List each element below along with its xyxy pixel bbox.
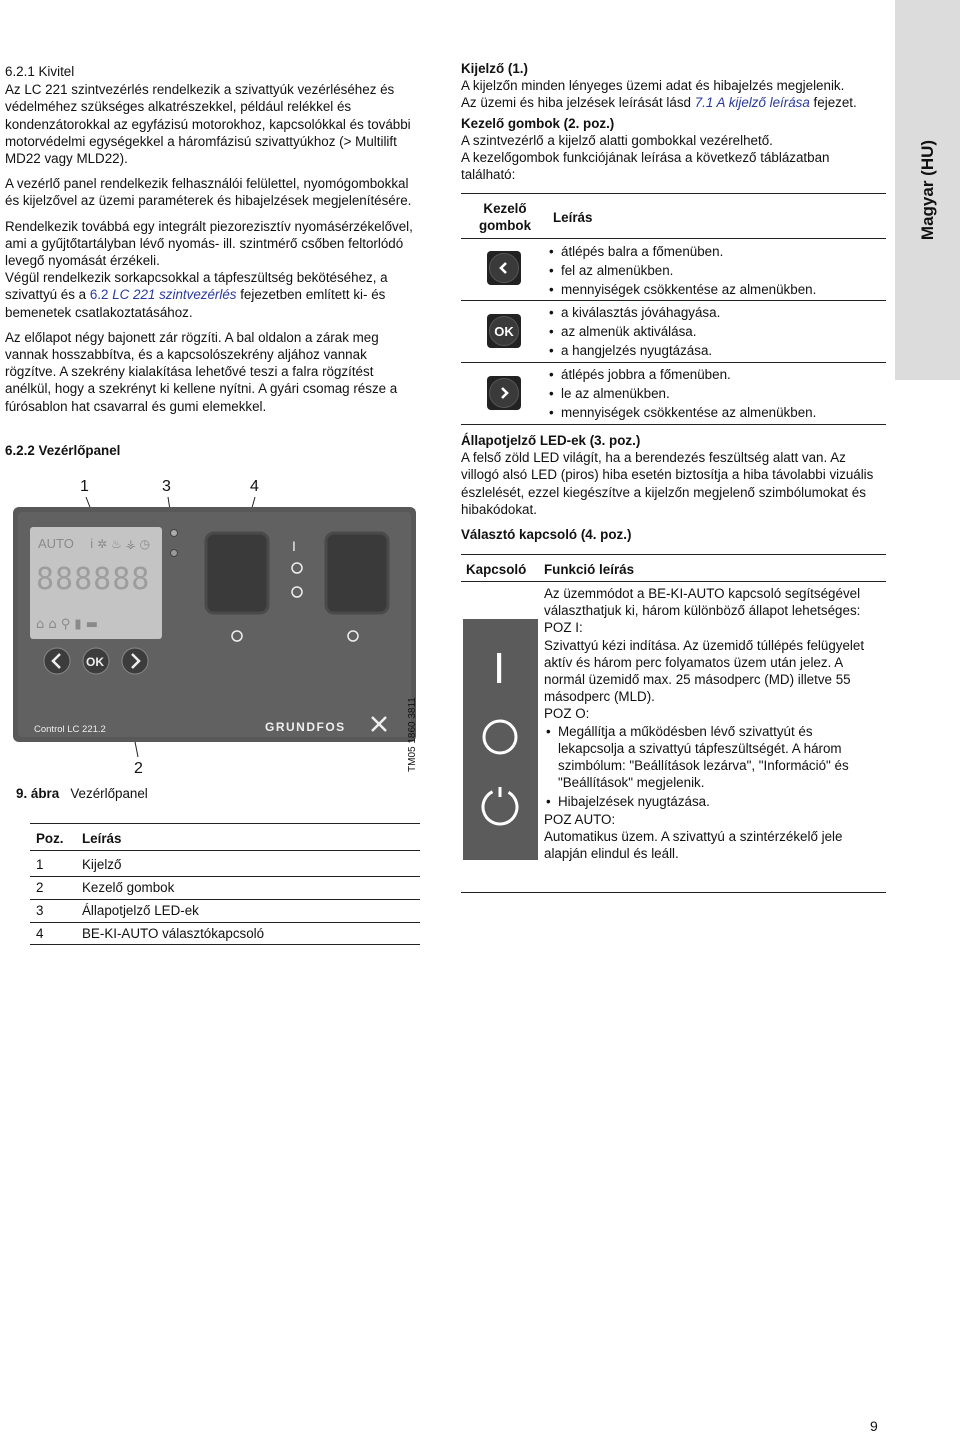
section-heading-panel: 6.2.2 Vezérlőpanel [5, 443, 121, 458]
callout-1: 1 [80, 478, 89, 495]
paragraph-mounting: Az előlapot négy bajonett zár rögzíti. A bal oldalon a zárak meg vannak hosszabbítva, és a kapcsolószekrény aljához vannak rögzítve. A szekrény kialakítása lehetővé teszi a falra rögzítést anélkül, hogy a szekrényt ki kellene nyítni. A gyári csomag része a fúrósablon hat csavarral és gumi elemekkel. [5, 329, 398, 414]
table-row-2-pos: 2 [36, 880, 44, 895]
switch-pos-o-label: POZ O: [544, 706, 590, 722]
figure-caption [16, 785, 148, 802]
switch-pos-o-list: • Megállítja a működésben lévő szivattyút és lekapcsolja a szivattyú tápfeszültségét. A három szimbólum: "Beállítások lezárva", "Információ" és "Beállítások" megjelenik. • Hibajelzések nyugtázása. [544, 723, 879, 811]
paragraph-sensor: Rendelkezik továbbá egy integrált piezorezisztív nyomásérzékelővel, ami a gyűjtőtartályban lévő nyomás- ill. szintmérő csőben feltorlódó levegő nyomását érzékeli. [5, 218, 413, 269]
table-row-2-desc: Kezelő gombok [82, 880, 175, 895]
caption-text: Vezérlőpanel [70, 786, 148, 801]
ok-icon: OK [487, 314, 521, 348]
sw-table-top-rule [461, 554, 886, 555]
table-row-1-desc: Kijelző [82, 857, 122, 872]
language-tab-label: Magyar (HU) [917, 139, 937, 241]
display-paragraph-1: A kijelzőn minden lényeges üzemi adat és hibajelzés megjelenik. [461, 78, 845, 94]
table-row-4-pos: 4 [36, 926, 44, 941]
switch-on-symbol: I [292, 538, 296, 554]
control-panel-figure [0, 495, 420, 770]
page-number: 9 [870, 1418, 878, 1434]
led-section [461, 432, 886, 543]
section-heading-kivitel: 6.2.1 Kivitel [5, 64, 75, 79]
table-top-rule [30, 823, 420, 824]
btn-table-header-1: Kezelő gombok [478, 201, 532, 234]
table-header-poz: Poz. [36, 831, 64, 846]
callout-2: 2 [134, 760, 143, 777]
switch-pos-i-text: Szivattyú kézi indítása. Az üzemidő túllépés felügyelet aktív és három perc folyamatos üzem után jelez. A normál üzemidő max. 25 másodperc (MD) illetve 55 másodperc (MLD). [544, 637, 865, 705]
table-row-3-pos: 3 [36, 903, 44, 918]
left-column [5, 63, 420, 415]
btn-row-left-list: • átlépés balra a főmenüben. • fel az almenükben. • mennyiségek csökkentése az almenükben. [547, 242, 816, 299]
sw-table-header-2: Funkció leírás [544, 562, 635, 577]
buttons-paragraph-2: A kezelőgombok funkciójának leírása a következő táblázatban található: [461, 150, 830, 183]
paragraph-terminals [5, 269, 420, 321]
sw-table-header-1: Kapcsoló [466, 562, 527, 577]
display-heading: Kijelző (1.) [461, 61, 528, 76]
left-button [44, 648, 70, 674]
sw-table-bottom-rule [461, 892, 886, 893]
led-red [171, 550, 178, 557]
switch-pos-i-label: POZ I: [544, 620, 583, 636]
switch-pos-auto-label: POZ AUTO: [544, 811, 616, 827]
led-heading: Állapotjelző LED-ek (3. poz.) [461, 433, 641, 448]
lcd-icons: i ✲ ♨ ⚶ ◷ [90, 537, 151, 551]
buttons-paragraph-1: A szintvezérlő a kijelző alatti gombokkal vezérelhető. [461, 132, 773, 148]
selector-heading: Választó kapcsoló (4. poz.) [461, 527, 632, 543]
callout-4: 4 [250, 478, 259, 495]
selector-key-left [206, 533, 268, 613]
btn-table-header-rule [461, 238, 886, 239]
table-header-rule [30, 850, 420, 851]
btn-table-header-2: Leírás [553, 210, 593, 225]
btn-table-top-rule [461, 193, 886, 194]
terminals-text-post: fejezetben említett ki- és bemenetek csatlakoztatásához. [5, 287, 386, 320]
lcd-auto-label: AUTO [38, 536, 74, 551]
display-paragraph-2: Az üzemi és hiba jelzések leírását lásd 7.1 A kijelző leírása fejezet. [461, 95, 857, 111]
lcd-digits: 888888 [36, 562, 151, 597]
chevron-right-icon [487, 376, 521, 410]
callout-3: 3 [162, 478, 171, 495]
right-column [461, 60, 886, 183]
table-row-3-desc: Állapotjelző LED-ek [82, 903, 199, 918]
paragraph-panel: A vezérlő panel rendelkezik felhasználói felülettel, nyomógombokkal és kijelzővel az üzemi paraméterek és hibajelzések megjelenítésére. [5, 176, 412, 209]
led-green [171, 530, 178, 537]
lcd-status-icons: ⌂ ⌂ ⚲ ▮ ▬ [36, 617, 98, 632]
btn-table-bottom-rule [461, 424, 886, 425]
table-row-1-pos: 1 [36, 857, 44, 872]
display-chapter-link[interactable]: 7.1 A kijelző leírása [694, 95, 810, 111]
terminals-text-pre: Végül rendelkezik sorkapcsokkal a tápfeszültség bekötéséhez, a szivattyú és a [5, 270, 388, 303]
table-header-leiras: Leírás [82, 831, 122, 846]
switch-description [544, 585, 879, 862]
table-row-4-desc: BE-KI-AUTO választókapcsoló [82, 926, 265, 941]
grundfos-logo: GRUNDFOS [265, 720, 346, 734]
switch-intro: Az üzemmódot a BE-KI-AUTO kapcsoló segítségével választhatjuk ki, három különböző állapot lehetséges: [544, 586, 861, 619]
led-paragraph: A felső zöld LED világít, ha a berendezés feszültség alatt van. Az villogó alsó LED (piros) hiba esetén biztosítja a hiba távolabbi vizuális észlelését, ezzel kiegészítve a kijelzőn megjelenő szimbólumokat és hibakódokat. [461, 450, 874, 517]
paragraph-design: Az LC 221 szintvezérlés rendelkezik a szivattyúk vezérléséhez és védelméhez szükséges alkatrészekkel, például relékkel és kondenzátorokkal az egyfázisú motorokhoz, kapcsolókkal és további motorvédelmi egységekkel a háromfázisú szivattyúkhoz (> Multilift MD22 vagy MLD22). [5, 82, 411, 167]
right-button [122, 648, 148, 674]
switch-pos-auto-text: Automatikus üzem. A szivattyú a szintérzékelő jele alapján elindul és leáll. [544, 828, 843, 862]
table-bottom-rule [30, 944, 420, 945]
svg-text:OK: OK [86, 655, 104, 669]
selector-key-right [326, 533, 388, 613]
drawing-code: TM05 1860 3811 [407, 697, 418, 772]
model-label: Control LC 221.2 [34, 724, 106, 735]
buttons-heading: Kezelő gombok (2. poz.) [461, 115, 615, 131]
chevron-left-icon [487, 251, 521, 285]
btn-row-ok-list: • a kiválasztás jóváhagyása. • az almenük aktiválása. • a hangjelzés nyugtázása. [547, 303, 720, 360]
chapter-link-title[interactable]: LC 221 szintvezérlés [108, 287, 237, 303]
chapter-link-num[interactable]: 6.2 [89, 287, 109, 303]
caption-number: 9. ábra [16, 786, 60, 801]
sw-table-header-rule [461, 581, 886, 582]
language-tab [895, 0, 960, 380]
switch-on-icon: I [493, 644, 506, 693]
btn-row-right-list: • átlépés jobbra a főmenüben. • le az almenükben. • mennyiségek csökkentése az almenükben. [547, 365, 816, 422]
selector-switch-figure [463, 619, 538, 860]
